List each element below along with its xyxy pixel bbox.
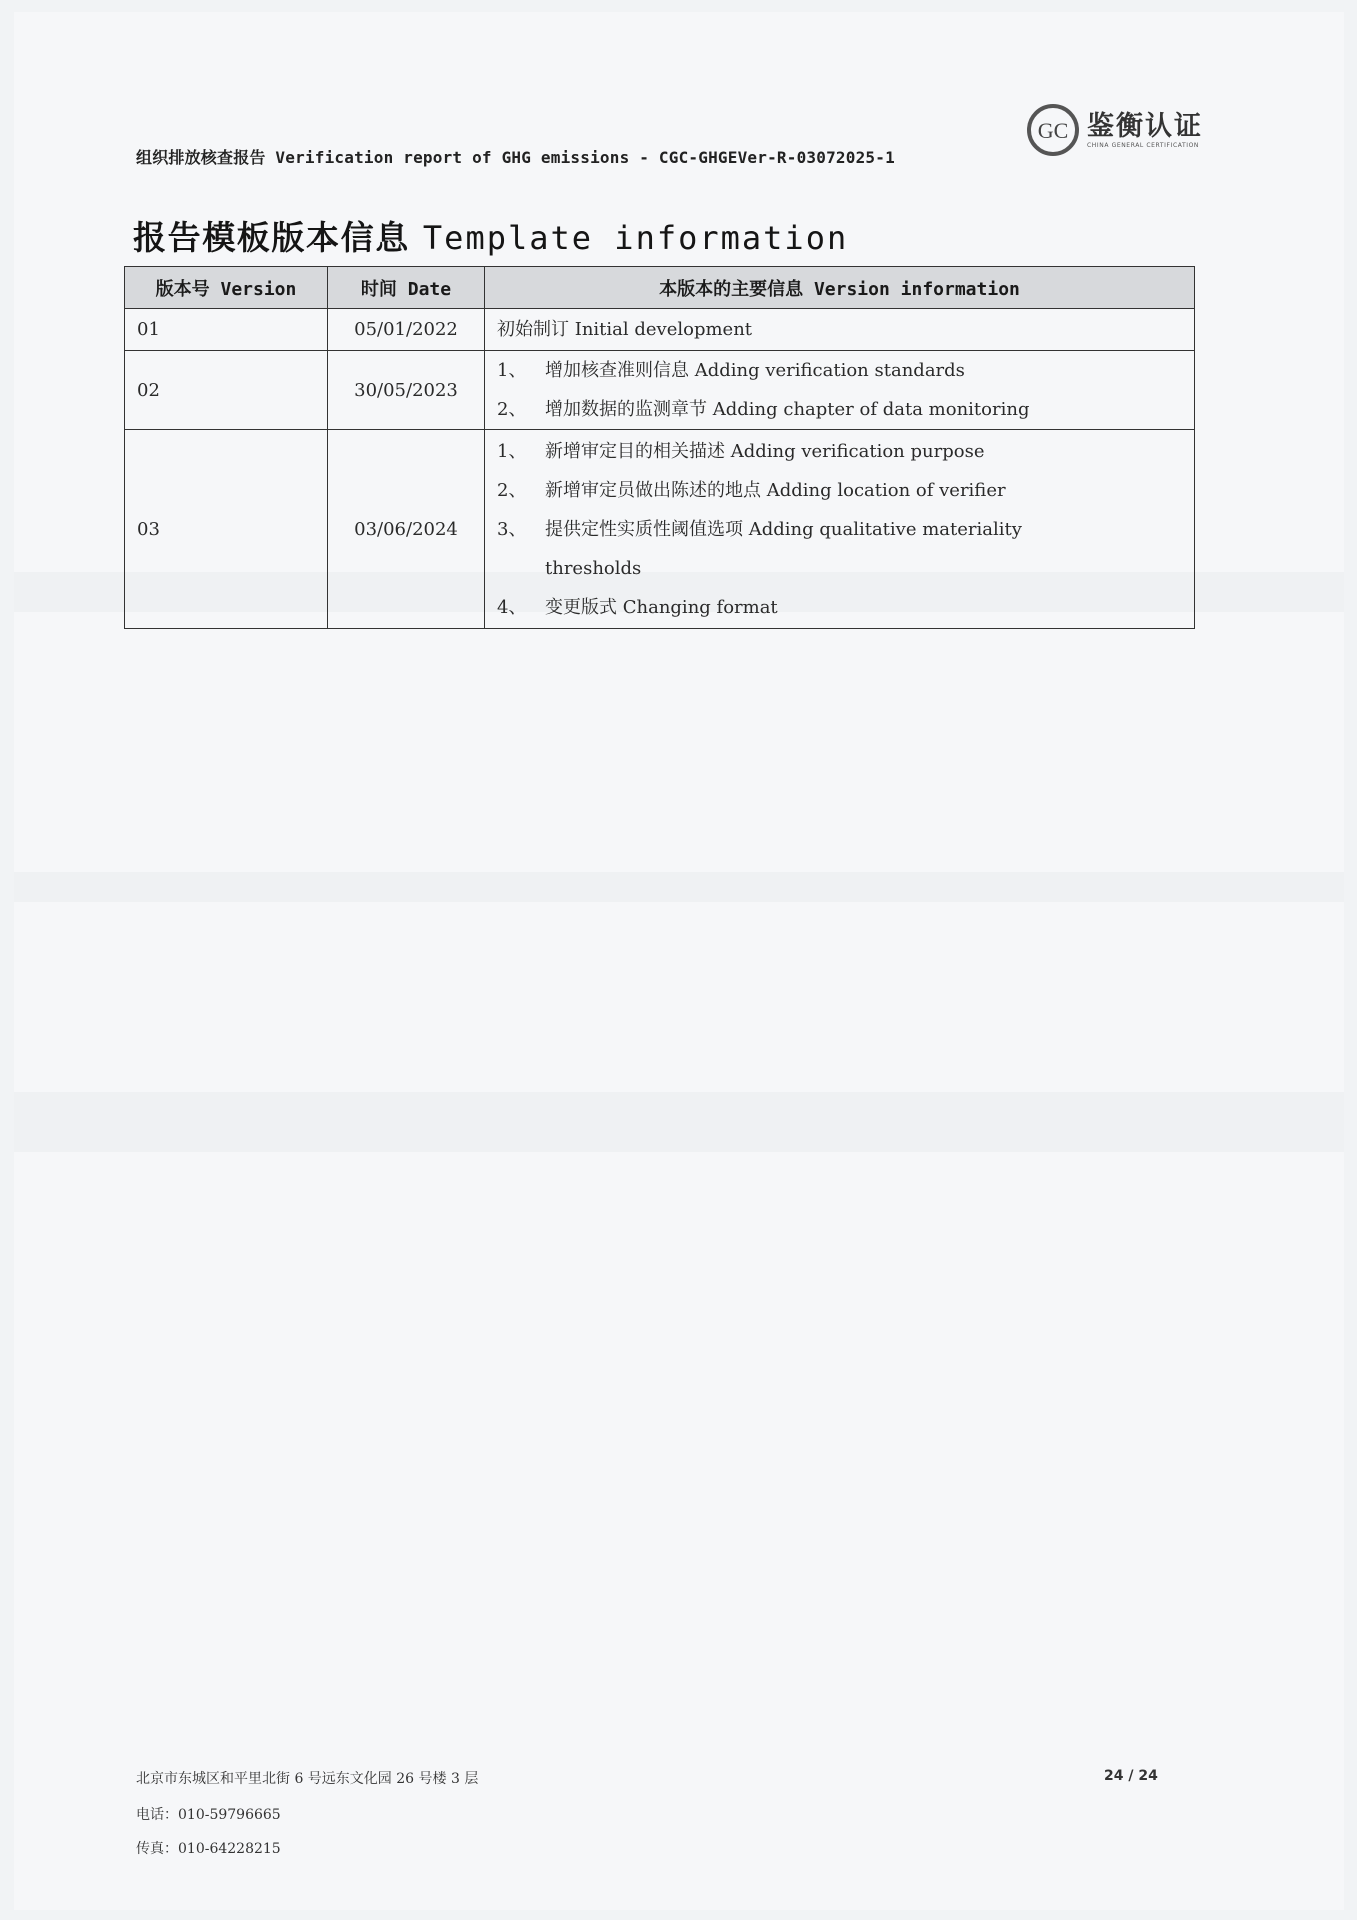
info-item <box>497 549 1182 588</box>
info-text: thresholds <box>545 557 642 579</box>
info-item <box>497 510 1182 549</box>
header-version-info: 本版本的主要信息 Version information <box>485 267 1195 309</box>
info-cell <box>485 351 1195 430</box>
info-item <box>497 432 1182 471</box>
item-number: 3、 <box>497 518 527 540</box>
date-cell: 03/06/2024 <box>328 430 485 629</box>
version-cell: 03 <box>125 430 328 629</box>
info-item <box>497 351 1182 390</box>
table-row <box>125 351 1195 430</box>
report-reference: 组织排放核查报告 Verification report of GHG emissions - CGC-GHGEVer-R-03072025-1 <box>136 148 895 167</box>
item-number: 2、 <box>497 399 527 420</box>
footer-fax: 传真：010-64228215 <box>136 1841 281 1857</box>
header-version: 版本号 Version <box>125 267 328 309</box>
company-logo <box>1025 100 1205 160</box>
item-number: 1、 <box>497 360 527 381</box>
date-cell: 05/01/2022 <box>328 309 485 351</box>
version-table <box>124 266 1195 629</box>
info-text: 初始制订 Initial development <box>497 319 753 340</box>
header-date: 时间 Date <box>328 267 485 309</box>
table-row <box>125 309 1195 351</box>
logo-subtext: CHINA GENERAL CERTIFICATION <box>1087 142 1200 149</box>
scan-artifact <box>14 1092 1344 1152</box>
item-number: 1、 <box>497 440 527 462</box>
page-title <box>133 212 848 259</box>
scan-artifact <box>14 872 1344 902</box>
info-text: 提供定性实质性阈值选项 Adding qualitative materiality <box>545 518 1022 540</box>
info-item <box>497 390 1182 429</box>
logo-initials: GC <box>1037 118 1069 143</box>
table-row <box>125 430 1195 629</box>
info-text: 变更版式 Changing format <box>545 596 778 618</box>
info-text: 新增审定员做出陈述的地点 Adding location of verifier <box>545 479 1006 501</box>
info-item <box>497 588 1182 627</box>
info-cell <box>485 430 1195 629</box>
item-number: 4、 <box>497 596 527 618</box>
footer-address: 北京市东城区和平里北街 6 号远东文化园 26 号楼 3 层 <box>136 1771 479 1787</box>
info-item <box>497 310 1182 349</box>
title-en: Template information <box>422 219 849 257</box>
table-header-row <box>125 267 1195 309</box>
date-cell: 30/05/2023 <box>328 351 485 430</box>
title-zh: 报告模板版本信息 <box>133 218 410 257</box>
footer-phone: 电话：010-59796665 <box>136 1807 281 1823</box>
gc-logo-mark <box>1025 100 1085 160</box>
page-number: 24 / 24 <box>1104 1768 1158 1784</box>
info-item <box>497 471 1182 510</box>
version-cell: 01 <box>125 309 328 351</box>
logo-text: 鉴衡认证 <box>1087 111 1203 142</box>
info-cell <box>485 309 1195 351</box>
version-cell: 02 <box>125 351 328 430</box>
info-text: 增加数据的监测章节 Adding chapter of data monitoring <box>545 399 1030 420</box>
info-text: 新增审定目的相关描述 Adding verification purpose <box>545 440 985 462</box>
item-number: 2、 <box>497 479 527 501</box>
info-text: 增加核查准则信息 Adding verification standards <box>545 360 965 381</box>
